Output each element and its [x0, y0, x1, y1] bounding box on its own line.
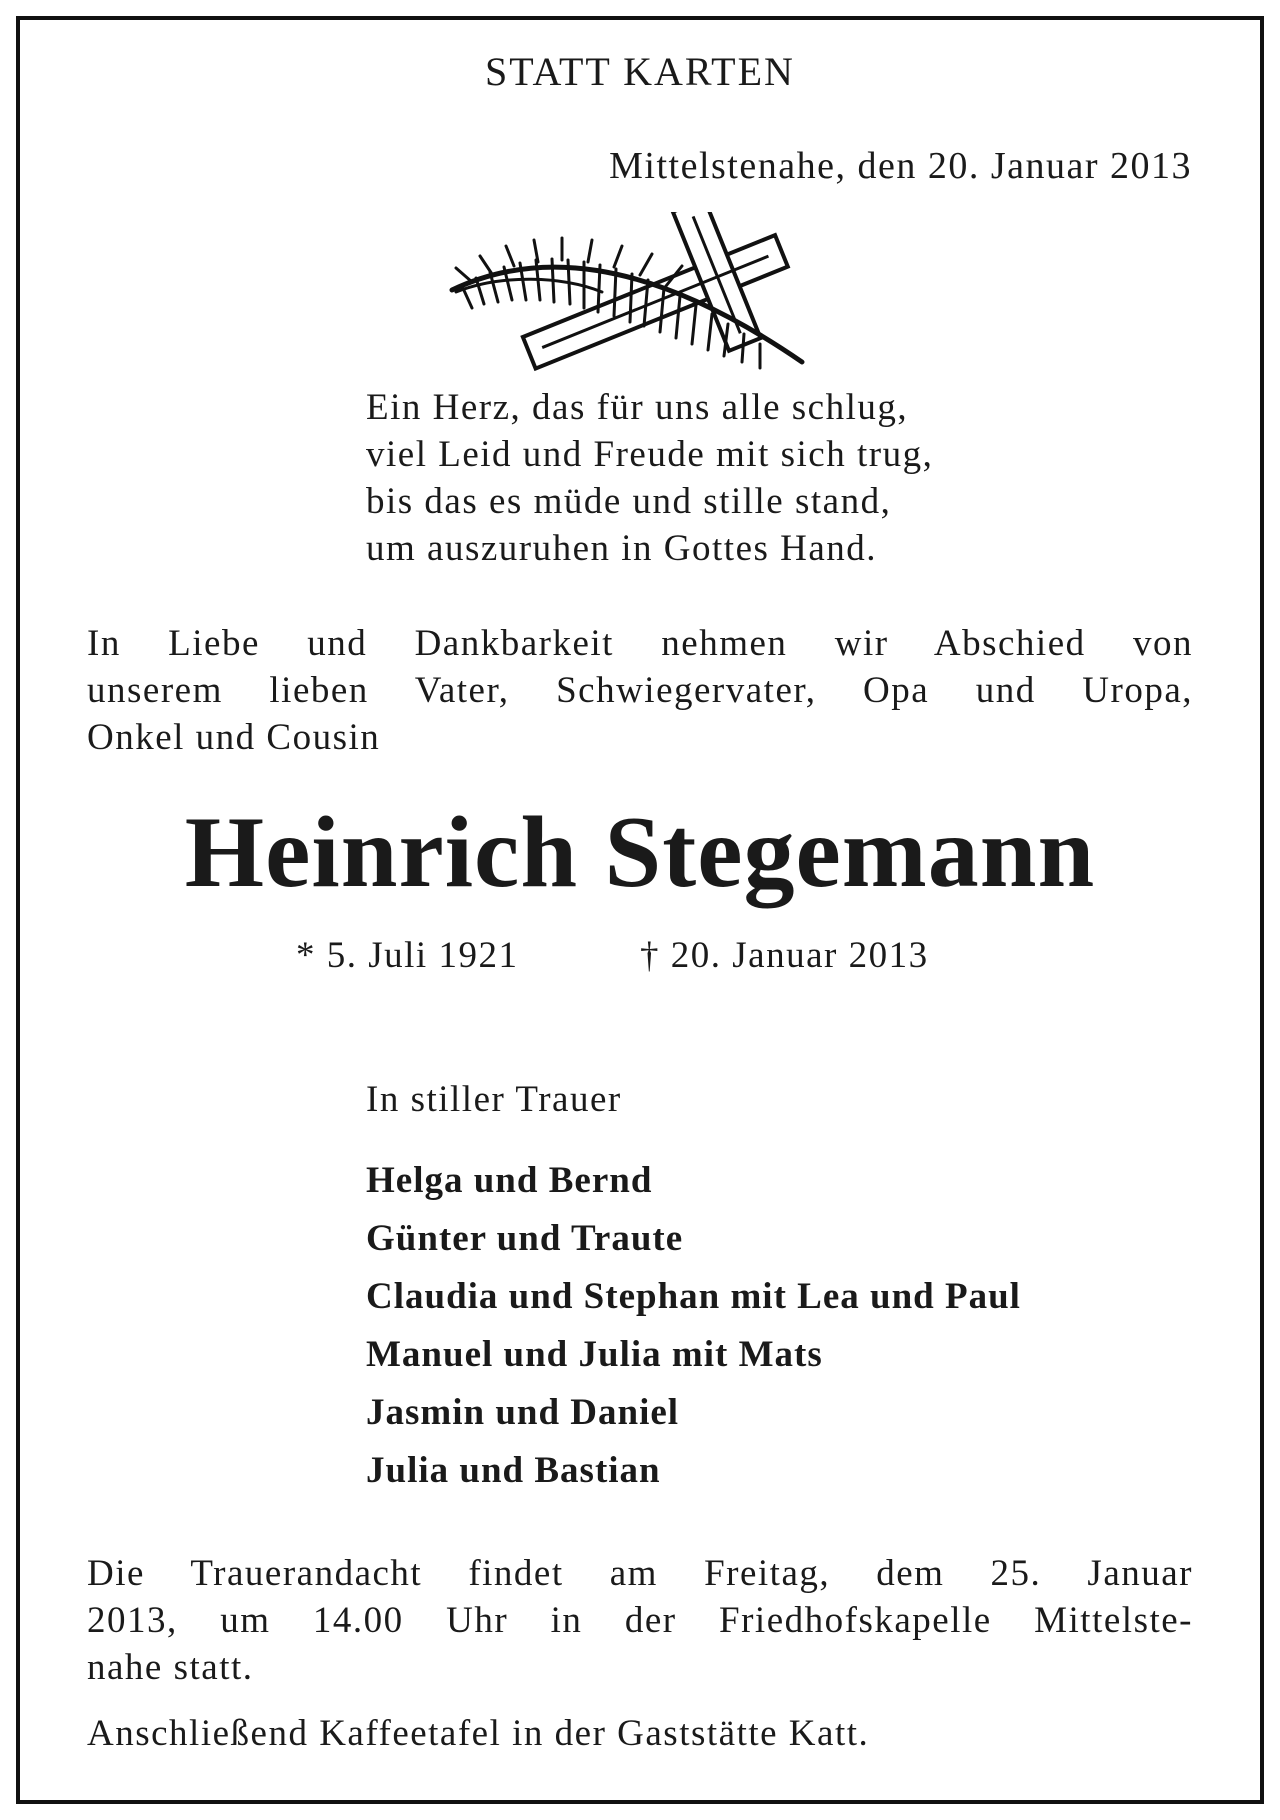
service-line: 2013, um 14.00 Uhr in der Friedhofskapelle Mittelste-	[87, 1600, 1193, 1641]
verse	[366, 384, 933, 572]
verse-line: bis das es müde und stille stand,	[366, 481, 892, 522]
verse-line: um auszuruhen in Gottes Hand.	[366, 528, 878, 569]
intro-line: unserem lieben Vater, Schwiegervater, Opa und Uropa,	[87, 670, 1193, 711]
intro-line: In Liebe und Dankbarkeit nehmen wir Abschied von	[87, 623, 1193, 664]
header-title: STATT KARTEN	[485, 49, 795, 94]
mourner-name: Manuel und Julia mit Mats	[366, 1334, 823, 1375]
reception-info: Anschließend Kaffeetafel in der Gaststätte Katt.	[87, 1713, 870, 1754]
mourning-label: In stiller Trauer	[366, 1079, 622, 1120]
death-date: † 20. Januar 2013	[640, 935, 929, 976]
verse-line: viel Leid und Freude mit sich trug,	[366, 434, 934, 475]
mourner-name: Claudia und Stephan mit Lea und Paul	[366, 1276, 1021, 1317]
service-info	[87, 1550, 1193, 1691]
mourner-name: Günter und Traute	[366, 1218, 684, 1259]
cross-with-palm-branch-icon	[442, 212, 822, 382]
intro-paragraph	[87, 620, 1193, 761]
mourner-name: Jasmin und Daniel	[366, 1392, 680, 1433]
deceased-name: Heinrich Stegemann	[184, 796, 1096, 909]
mourners-list	[366, 1152, 1021, 1500]
place-date: Mittelstenahe, den 20. Januar 2013	[609, 145, 1192, 187]
verse-line: Ein Herz, das für uns alle schlug,	[366, 387, 909, 428]
service-line: nahe statt.	[87, 1647, 254, 1688]
intro-line: Onkel und Cousin	[87, 717, 381, 758]
birth-date: * 5. Juli 1921	[296, 935, 519, 976]
mourner-name: Julia und Bastian	[366, 1450, 661, 1491]
service-line: Die Trauerandacht findet am Freitag, dem 25. Januar	[87, 1553, 1193, 1594]
mourner-name: Helga und Bernd	[366, 1160, 653, 1201]
